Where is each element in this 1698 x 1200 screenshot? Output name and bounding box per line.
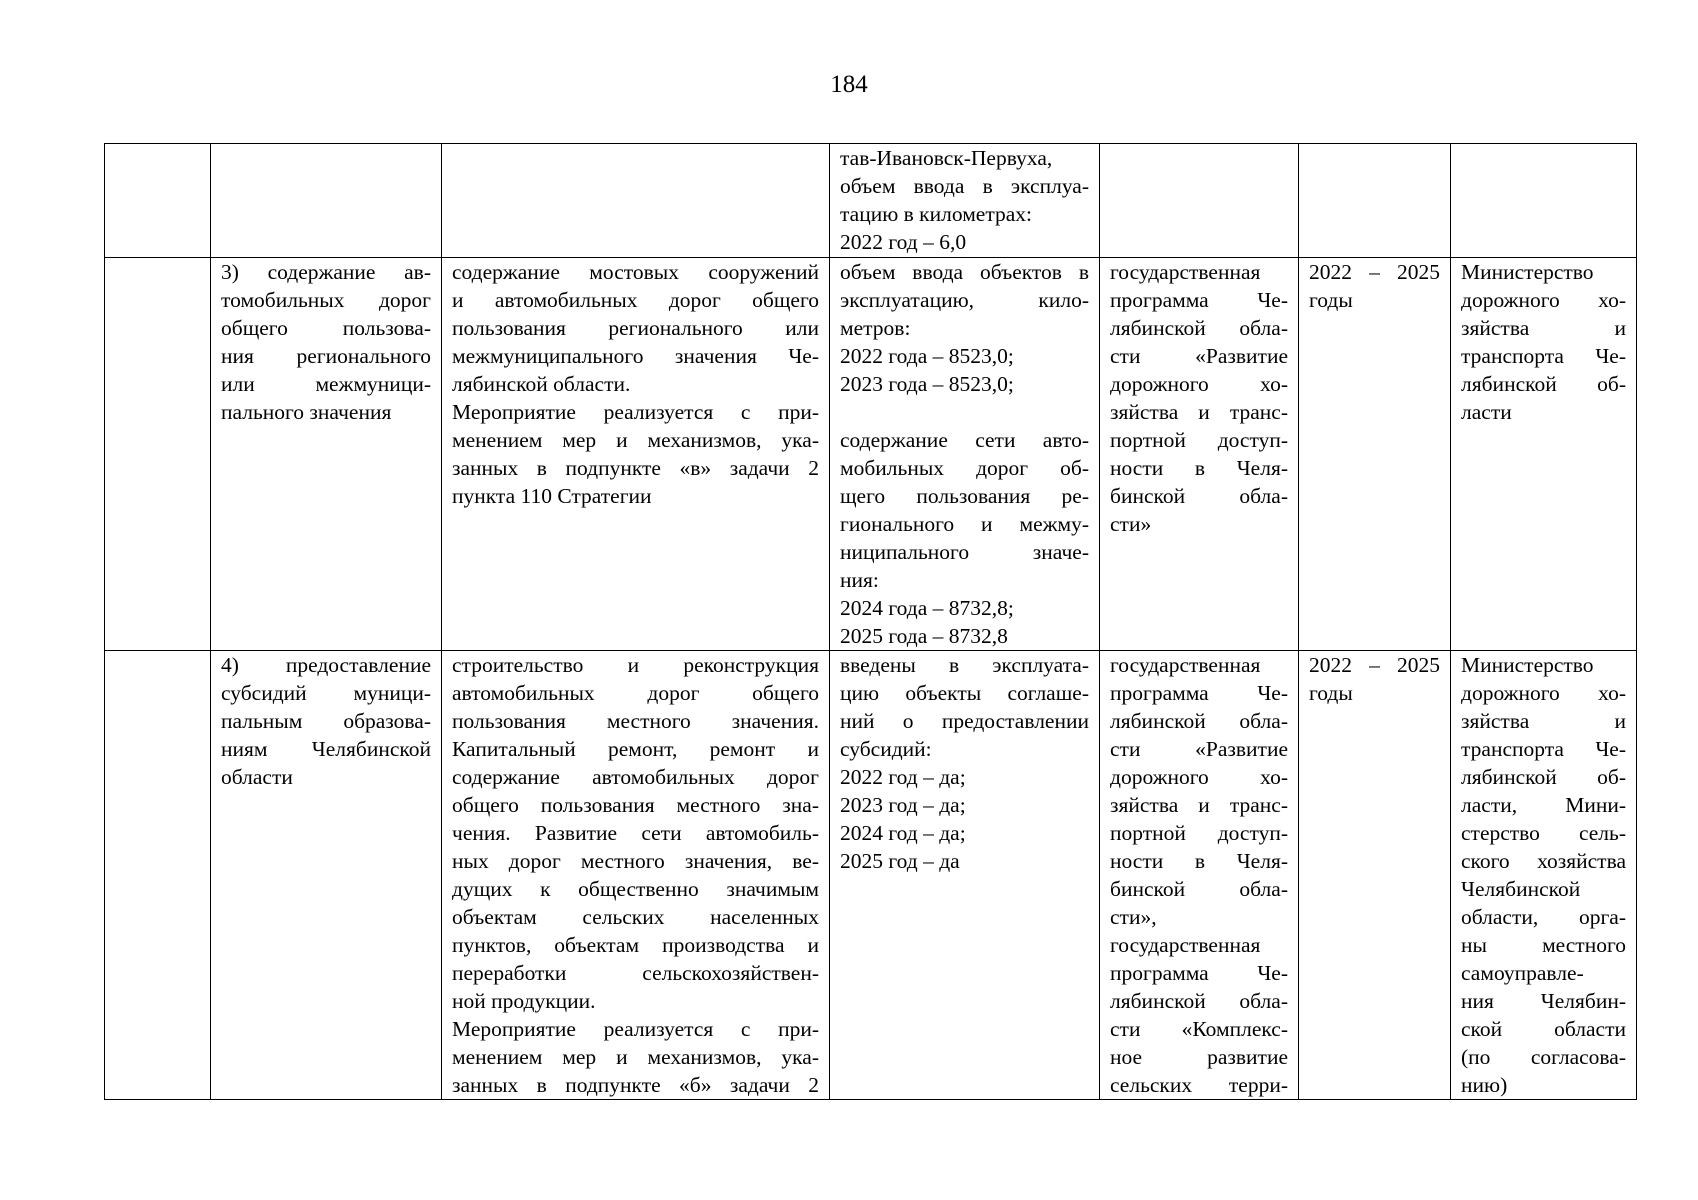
cell-text-line: переработки сельскохозяйствен- [452, 961, 819, 985]
task-cell [211, 144, 442, 258]
cell-text-line: объем ввода в эксплуа- [840, 174, 1089, 198]
cell-text-line: сти «Развитие [1110, 737, 1288, 761]
cell-text-line: лябинской области. [452, 372, 631, 396]
cell-text-line: пального значения [221, 400, 392, 424]
cell-text-line: сти «Развитие [1110, 344, 1288, 368]
program-cell [1100, 144, 1299, 258]
cell-text-line: самоуправле- [1461, 961, 1584, 985]
cell-text-line: занных в подпункте «б» задачи 2 [452, 1073, 819, 1097]
cell-text-line: Мероприятие реализуется с при- [452, 1017, 819, 1041]
cell-text-line: ния: [840, 568, 879, 592]
executor-cell [1451, 651, 1637, 1100]
cell-text-line: (по согласова- [1461, 1045, 1626, 1069]
executor-cell [1451, 144, 1637, 258]
cell-text-line: общего пользования местного зна- [452, 793, 819, 817]
page-number: 184 [830, 71, 868, 98]
cell-text-line: лябинской об- [1461, 765, 1626, 789]
period-cell [1299, 651, 1451, 1100]
cell-text-line: томобильных дорог [221, 288, 431, 312]
cell-text-line: 2025 года – 8732,8 [840, 624, 1008, 648]
cell-text-line: лябинской обла- [1110, 989, 1288, 1013]
program-cell [1100, 651, 1299, 1100]
cell-text-line: сельских терри- [1110, 1073, 1288, 1097]
cell-text-line: ласти, Мини- [1461, 793, 1626, 817]
cell-text-line: зяйства и транс- [1110, 400, 1288, 424]
measures-table [104, 143, 1637, 1100]
cell-text-line: государственная [1110, 933, 1261, 957]
number-cell [105, 258, 211, 651]
cell-text-line: сти» [1110, 512, 1152, 536]
executor-cell [1451, 258, 1637, 651]
cell-text-line: содержание сети авто- [840, 428, 1089, 452]
cell-text-line: ное развитие [1110, 1045, 1288, 1069]
cell-text-line: зяйства и транс- [1110, 793, 1288, 817]
result-cell [830, 258, 1100, 651]
cell-text-line: введены в эксплуата- [840, 653, 1089, 677]
cell-text-line: пальным образова- [221, 709, 431, 733]
cell-text-line: 2022 – 2025 [1309, 653, 1440, 677]
cell-text-line: тав-Ивановск-Первуха, [840, 146, 1053, 170]
cell-text-line: гионального и межму- [840, 512, 1089, 536]
task-cell [211, 258, 442, 651]
activity-cell [442, 258, 830, 651]
cell-text-line: общего пользова- [221, 316, 431, 340]
cell-text-line: ния регионального [221, 344, 431, 368]
table-row-task-4 [105, 651, 1637, 1100]
cell-text-line: содержание мостовых сооружений [452, 260, 819, 284]
cell-text-line: субсидий муници- [221, 681, 431, 705]
cell-text-line: ниям Челябинской [221, 737, 431, 761]
cell-text-line: государственная [1110, 653, 1261, 677]
cell-text-line: ной продукции. [452, 989, 596, 1013]
cell-text-line: ского хозяйства [1461, 849, 1626, 873]
cell-text-line: чения. Развитие сети автомобиль- [452, 821, 819, 845]
cell-text-line: сти», [1110, 905, 1157, 929]
cell-text-line: эксплуатацию, кило- [840, 288, 1089, 312]
cell-text-line: 2024 год – да; [840, 821, 966, 845]
cell-text-line: пунктов, объектам производства и [452, 933, 819, 957]
cell-text-line: Капитальный ремонт, ремонт и [452, 737, 819, 761]
cell-text-line: годы [1309, 288, 1353, 312]
cell-text-line: или межмуници- [221, 372, 431, 396]
cell-text-line: пользования регионального или [452, 316, 819, 340]
cell-text-line: Министерство [1461, 260, 1594, 284]
cell-text-line: Челябинской [1461, 877, 1581, 901]
cell-text-line: сти «Комплекс- [1110, 1017, 1288, 1041]
activity-cell [442, 651, 830, 1100]
cell-text-line: цию объекты соглаше- [840, 681, 1089, 705]
cell-text-line: 2025 год – да [840, 849, 960, 873]
cell-text-line: ных дорог местного значения, ве- [452, 849, 819, 873]
cell-text-line [840, 398, 1089, 426]
cell-text-line: 4) предоставление [221, 653, 431, 677]
cell-text-line: автомобильных дорог общего [452, 681, 819, 705]
cell-text-line: 2022 год – 6,0 [840, 230, 967, 254]
cell-text-line: дорожного хо- [1461, 681, 1626, 705]
cell-text-line: нию) [1461, 1073, 1508, 1097]
cell-text-line: зяйства и [1461, 316, 1626, 340]
result-cell [830, 651, 1100, 1100]
cell-text-line: объектам сельских населенных [452, 905, 819, 929]
period-cell [1299, 144, 1451, 258]
number-cell [105, 651, 211, 1100]
cell-text-line: ниципального значе- [840, 540, 1089, 564]
cell-text-line: ности в Челя- [1110, 456, 1288, 480]
cell-text-line: Министерство [1461, 653, 1594, 677]
cell-text-line: лябинской обла- [1110, 316, 1288, 340]
cell-text-line: щего пользования ре- [840, 484, 1089, 508]
cell-text-line: портной доступ- [1110, 821, 1288, 845]
cell-text-line: 3) содержание ав- [221, 260, 431, 284]
cell-text-line: государственная [1110, 260, 1261, 284]
cell-text-line: 2023 год – да; [840, 793, 966, 817]
cell-text-line: ния Челябин- [1461, 989, 1626, 1013]
result-cell [830, 144, 1100, 258]
cell-text-line: менением мер и механизмов, ука- [452, 428, 819, 452]
task-cell [211, 651, 442, 1100]
cell-text-line: 2022 – 2025 [1309, 260, 1440, 284]
cell-text-line: дущих к общественно значимым [452, 877, 819, 901]
cell-text-line: межмуниципального значения Че- [452, 344, 819, 368]
cell-text-line: пункта 110 Стратегии [452, 484, 652, 508]
cell-text-line: бинской обла- [1110, 484, 1288, 508]
period-cell [1299, 258, 1451, 651]
cell-text-line: дорожного хо- [1110, 372, 1288, 396]
activity-cell [442, 144, 830, 258]
cell-text-line: ности в Челя- [1110, 849, 1288, 873]
cell-text-line: стерство сель- [1461, 821, 1626, 845]
cell-text-line: области [221, 765, 293, 789]
cell-text-line: ны местного [1461, 933, 1626, 957]
table-row-task-3 [105, 258, 1637, 651]
cell-text-line: годы [1309, 681, 1353, 705]
cell-text-line: строительство и реконструкция [452, 653, 819, 677]
cell-text-line: лябинской об- [1461, 372, 1626, 396]
cell-text-line: 2023 года – 8523,0; [840, 372, 1014, 396]
cell-text-line: программа Че- [1110, 681, 1288, 705]
cell-text-line: ласти [1461, 400, 1512, 424]
cell-text-line: программа Че- [1110, 288, 1288, 312]
cell-text-line: зяйства и [1461, 709, 1626, 733]
cell-text-line: бинской обла- [1110, 877, 1288, 901]
cell-text-line: 2022 года – 8523,0; [840, 344, 1014, 368]
cell-text-line: субсидий: [840, 737, 932, 761]
cell-text-line: Мероприятие реализуется с при- [452, 400, 819, 424]
number-cell [105, 144, 211, 258]
cell-text-line: ний о предоставлении [840, 709, 1089, 733]
cell-text-line: области, орга- [1461, 905, 1626, 929]
cell-text-line: дорожного хо- [1461, 288, 1626, 312]
cell-text-line: ской области [1461, 1017, 1626, 1041]
cell-text-line: лябинской обла- [1110, 709, 1288, 733]
cell-text-line: занных в подпункте «в» задачи 2 [452, 456, 819, 480]
cell-text-line: тацию в километрах: [840, 202, 1033, 226]
cell-text-line: и автомобильных дорог общего [452, 288, 819, 312]
cell-text-line: программа Че- [1110, 961, 1288, 985]
cell-text-line: метров: [840, 316, 911, 340]
cell-text-line: 2024 года – 8732,8; [840, 596, 1014, 620]
cell-text-line: менением мер и механизмов, ука- [452, 1045, 819, 1069]
cell-text-line: портной доступ- [1110, 428, 1288, 452]
cell-text-line: объем ввода объектов в [840, 260, 1089, 284]
table-row-continuation [105, 144, 1637, 258]
cell-text-line: транспорта Че- [1461, 344, 1626, 368]
cell-text-line: мобильных дорог об- [840, 456, 1089, 480]
cell-text-line: пользования местного значения. [452, 709, 819, 733]
cell-text-line: 2022 год – да; [840, 765, 966, 789]
cell-text-line: дорожного хо- [1110, 765, 1288, 789]
cell-text-line: транспорта Че- [1461, 737, 1626, 761]
cell-text-line: содержание автомобильных дорог [452, 765, 819, 789]
program-cell [1100, 258, 1299, 651]
